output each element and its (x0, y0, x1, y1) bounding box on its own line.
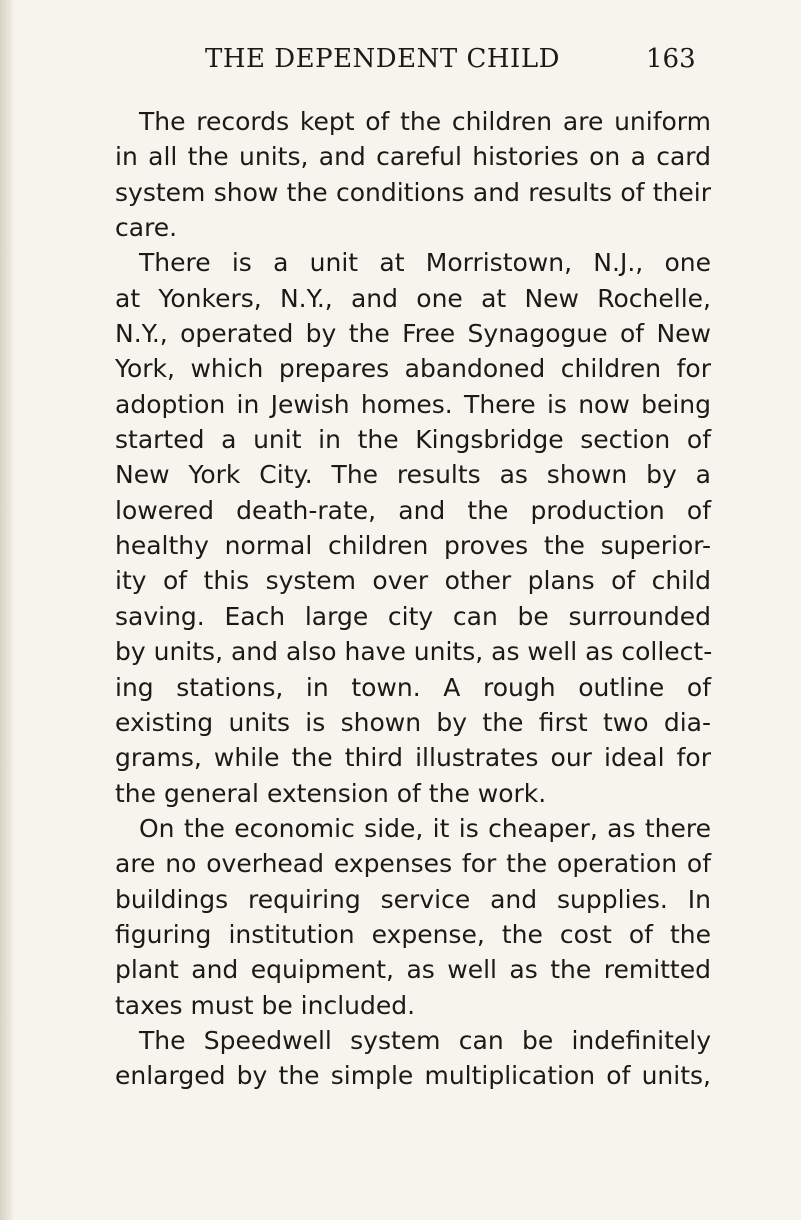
running-head: THE DEPENDENT CHILD (205, 44, 560, 74)
text-line: ing stations, in town. A rough outline of (115, 672, 711, 702)
text-line: saving. Each large city can be surrounded (115, 601, 711, 631)
text-line: On the economic side, it is cheaper, as there (139, 813, 711, 843)
body-text (115, 104, 711, 1094)
text-line: enlarged by the simple multiplication of units, (115, 1061, 711, 1091)
text-line: There is a unit at Morristown, N.J., one (139, 248, 711, 278)
text-line: grams, while the third illustrates our ideal for (115, 743, 711, 773)
text-line: buildings requiring service and supplies. In (115, 884, 711, 914)
text-line: The Speedwell system can be indefinitely (139, 1025, 711, 1055)
text-line: lowered death-rate, and the production of (115, 495, 711, 525)
text-line: are no overhead expenses for the operation of (115, 849, 711, 879)
text-line: by units, and also have units, as well as collect- (115, 637, 713, 667)
text-line: the general extension of the work. (115, 778, 547, 808)
text-line: figuring institution expense, the cost of the (115, 919, 711, 949)
page-gutter-shadow (0, 0, 14, 1220)
text-line: N.Y., operated by the Free Synagogue of New (115, 319, 711, 349)
text-line: in all the units, and careful histories on a card (115, 142, 711, 172)
text-line: The records kept of the children are uniform (139, 107, 711, 136)
page-header (0, 44, 801, 84)
page-number: 163 (646, 44, 696, 74)
text-line: existing units is shown by the first two dia- (115, 707, 711, 737)
text-line: care. (115, 213, 178, 243)
text-line: healthy normal children proves the superior- (115, 531, 711, 561)
text-line: started a unit in the Kingsbridge section of (115, 425, 711, 455)
text-line: system show the conditions and results of their (115, 177, 711, 207)
text-line: ity of this system over other plans of child (115, 566, 711, 596)
text-line: plant and equipment, as well as the remitted (115, 955, 711, 985)
text-line: at Yonkers, N.Y., and one at New Rochelle, (115, 283, 711, 313)
text-line: taxes must be included. (115, 990, 416, 1020)
text-line: New York City. The results as shown by a (115, 460, 711, 490)
text-line: adoption in Jewish homes. There is now being (115, 389, 711, 419)
text-line: York, which prepares abandoned children for (115, 354, 711, 384)
